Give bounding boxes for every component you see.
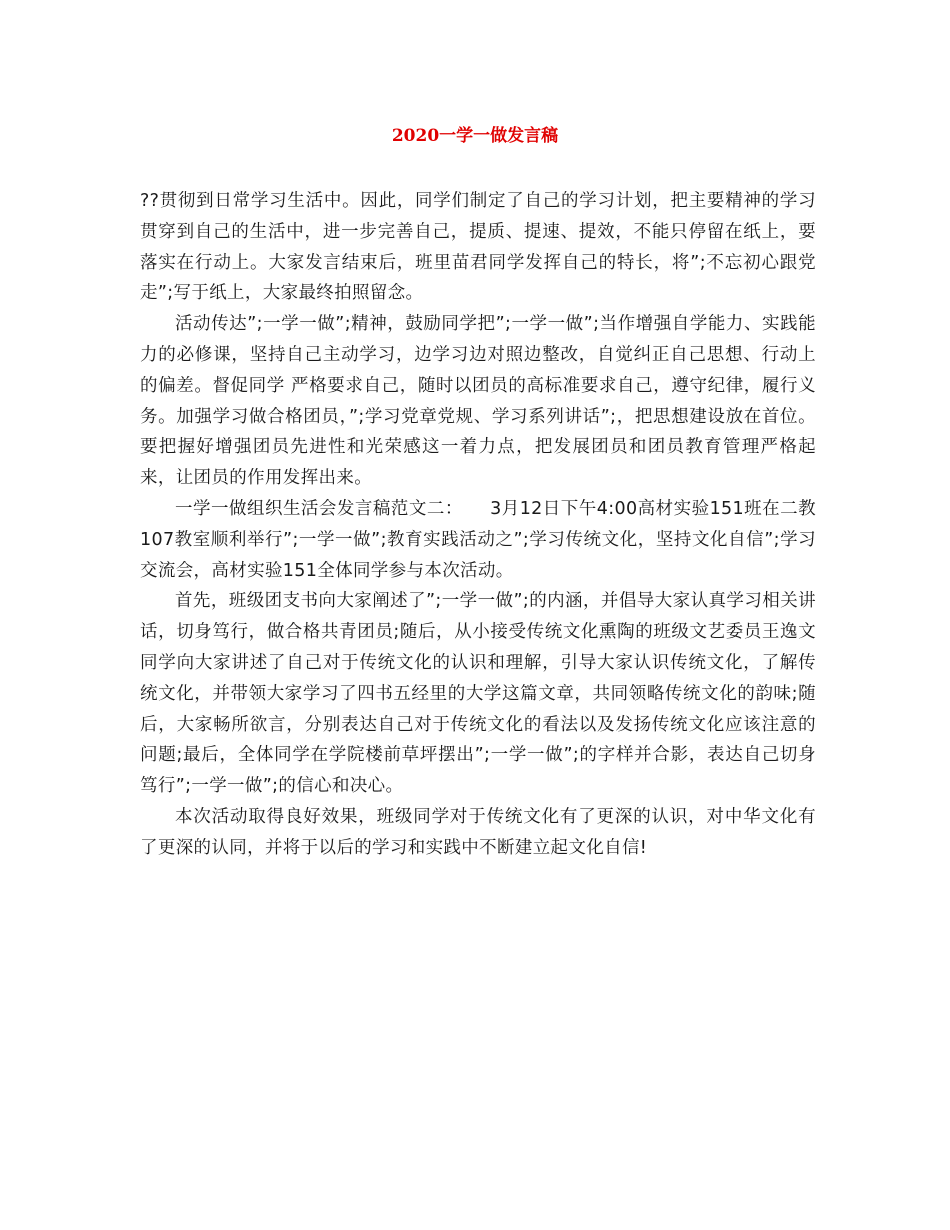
paragraph-5: 本次活动取得良好效果，班级同学对于传统文化有了更深的认识，对中华文化有了更深的认同，并将于以后的学习和实践中不断建立起文化自信! bbox=[140, 806, 816, 858]
document-title: 2020一学一做发言稿 bbox=[391, 126, 559, 146]
paragraph-4: 首先，班级团支书向大家阐述了”;一学一做”;的内涵，并倡导大家认真学习相关讲话，切身笃行，做合格共青团员;随后，从小接受传统文化熏陶的班级文艺委员王逸文同学向大家讲述了自己对于传统文化的认识和理解，引导大家认识传统文化，了解传统文化，并带领大家学习了四书五经里的大学这篇文章，共同领略传统文化的韵味;随后，大家畅所欲言，分别表达自己对于传统文化的看法以及发扬传统文化应该注意的问题;最后，全体同学在学院楼前草坪摆出”;一学一做”;的字样并合影，表达自己切身笃行”;一学一做”;的信心和决心。 bbox=[140, 591, 816, 797]
paragraph-1: ??贯彻到日常学习生活中。因此，同学们制定了自己的学习计划，把主要精神的学习贯穿到自己的生活中，进一步完善自己，提质、提速、提效，不能只停留在纸上，要落实在行动上。大家发言结束后，班里苗君同学发挥自己的特长，将”;不忘初心跟党走”;写于纸上，大家最终拍照留念。 bbox=[140, 191, 816, 304]
paragraph-2: 活动传达”;一学一做”;精神，鼓励同学把”;一学一做”;当作增强自学能力、实践能力的必修课，坚持自己主动学习，边学习边对照边整改，自觉纠正自己思想、行动上的偏差。督促同学 严格要求自己，随时以团员的高标准要求自己，遵守纪律，履行义务。加强学习做合格团员，”;学习党章党规、学习系列讲话”;，把思想建设放在首位。要把握好增强团员先进性和光荣感这一着力点，把发展团员和团员教育管理严格起来，让团员的作用发挥出来。 bbox=[140, 314, 816, 489]
paragraph-3: 一学一做组织生活会发言稿范文二： 3月12日下午4:00高材实验151班在二教107教室顺利举行”;一学一做”;教育实践活动之”;学习传统文化，坚持文化自信”;学习交流会，高材实验151全体同学参与本次活动。 bbox=[140, 498, 816, 581]
document-body bbox=[140, 186, 816, 864]
